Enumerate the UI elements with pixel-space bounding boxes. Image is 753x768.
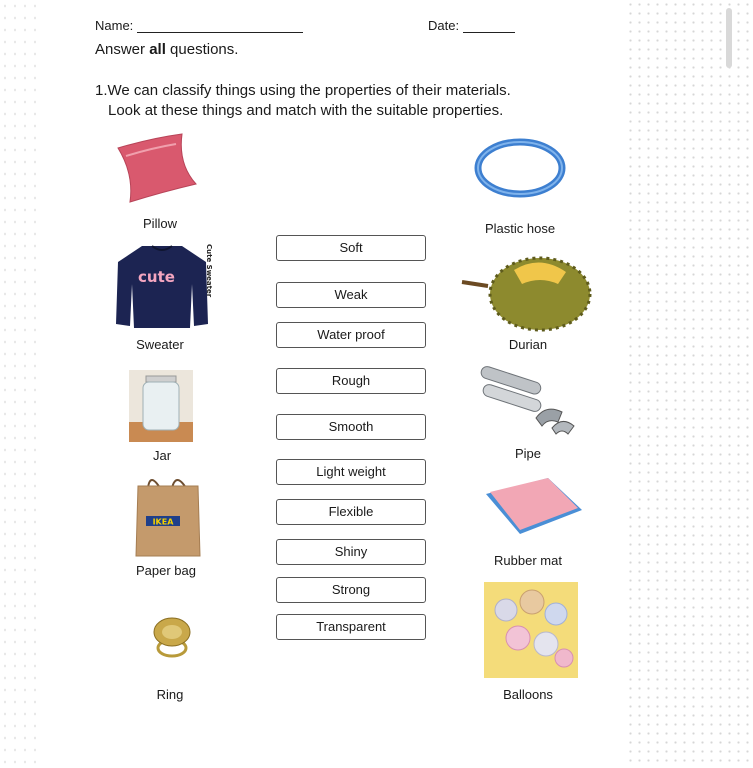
label-sweater: Sweater <box>136 337 184 352</box>
worksheet-page <box>40 0 626 768</box>
scrollbar[interactable] <box>726 8 732 68</box>
name-blank[interactable] <box>137 32 303 33</box>
label-ring: Ring <box>156 687 184 702</box>
instruction-bold: all <box>149 41 166 58</box>
page-margin-dots <box>0 0 40 768</box>
ring-image <box>150 614 194 658</box>
label-balloons: Balloons <box>503 687 553 702</box>
pillow-image <box>112 134 198 204</box>
paper-bag-image <box>134 470 202 558</box>
sweater-side-text: Cute Sweater <box>205 244 213 298</box>
property-transparent[interactable]: Transparent <box>276 614 426 640</box>
instruction-suffix: questions. <box>165 41 239 58</box>
instruction-prefix: Answer <box>95 41 150 58</box>
property-weak[interactable]: Weak <box>276 282 426 308</box>
date-blank[interactable] <box>463 32 515 33</box>
durian-image <box>462 250 592 334</box>
date-label: Date: <box>428 18 460 33</box>
side-panel <box>626 0 753 768</box>
label-durian: Durian <box>508 337 548 352</box>
label-rubber-mat: Rubber mat <box>494 553 562 568</box>
label-paper-bag: Paper bag <box>136 563 196 578</box>
rubber-mat-image <box>484 476 584 544</box>
jar-image <box>129 370 193 442</box>
property-soft[interactable]: Soft <box>276 235 426 261</box>
property-light-weight[interactable]: Light weight <box>276 459 426 485</box>
label-pillow: Pillow <box>143 216 177 231</box>
pipe-image <box>474 368 578 440</box>
bag-logo-text: IKEA <box>152 517 174 527</box>
sweater-image <box>112 240 212 332</box>
label-pipe: Pipe <box>514 446 542 461</box>
property-shiny[interactable]: Shiny <box>276 539 426 565</box>
date-row <box>428 18 515 33</box>
instruction <box>95 41 238 58</box>
property-strong[interactable]: Strong <box>276 577 426 603</box>
property-rough[interactable]: Rough <box>276 368 426 394</box>
property-smooth[interactable]: Smooth <box>276 414 426 440</box>
balloons-image <box>484 582 578 678</box>
sweater-side-text-container <box>198 244 213 298</box>
question-line-1: 1.We can classify things using the properties of their materials. <box>95 82 511 99</box>
label-plastic-hose: Plastic hose <box>484 221 556 236</box>
name-label: Name: <box>95 18 134 33</box>
name-row <box>95 18 303 33</box>
property-flexible[interactable]: Flexible <box>276 499 426 525</box>
question-line-2: Look at these things and match with the suitable properties. <box>108 102 504 119</box>
label-jar: Jar <box>152 448 172 463</box>
sweater-print-text: cute <box>138 268 175 286</box>
plastic-hose-image <box>474 138 566 200</box>
property-water-proof[interactable]: Water proof <box>276 322 426 348</box>
